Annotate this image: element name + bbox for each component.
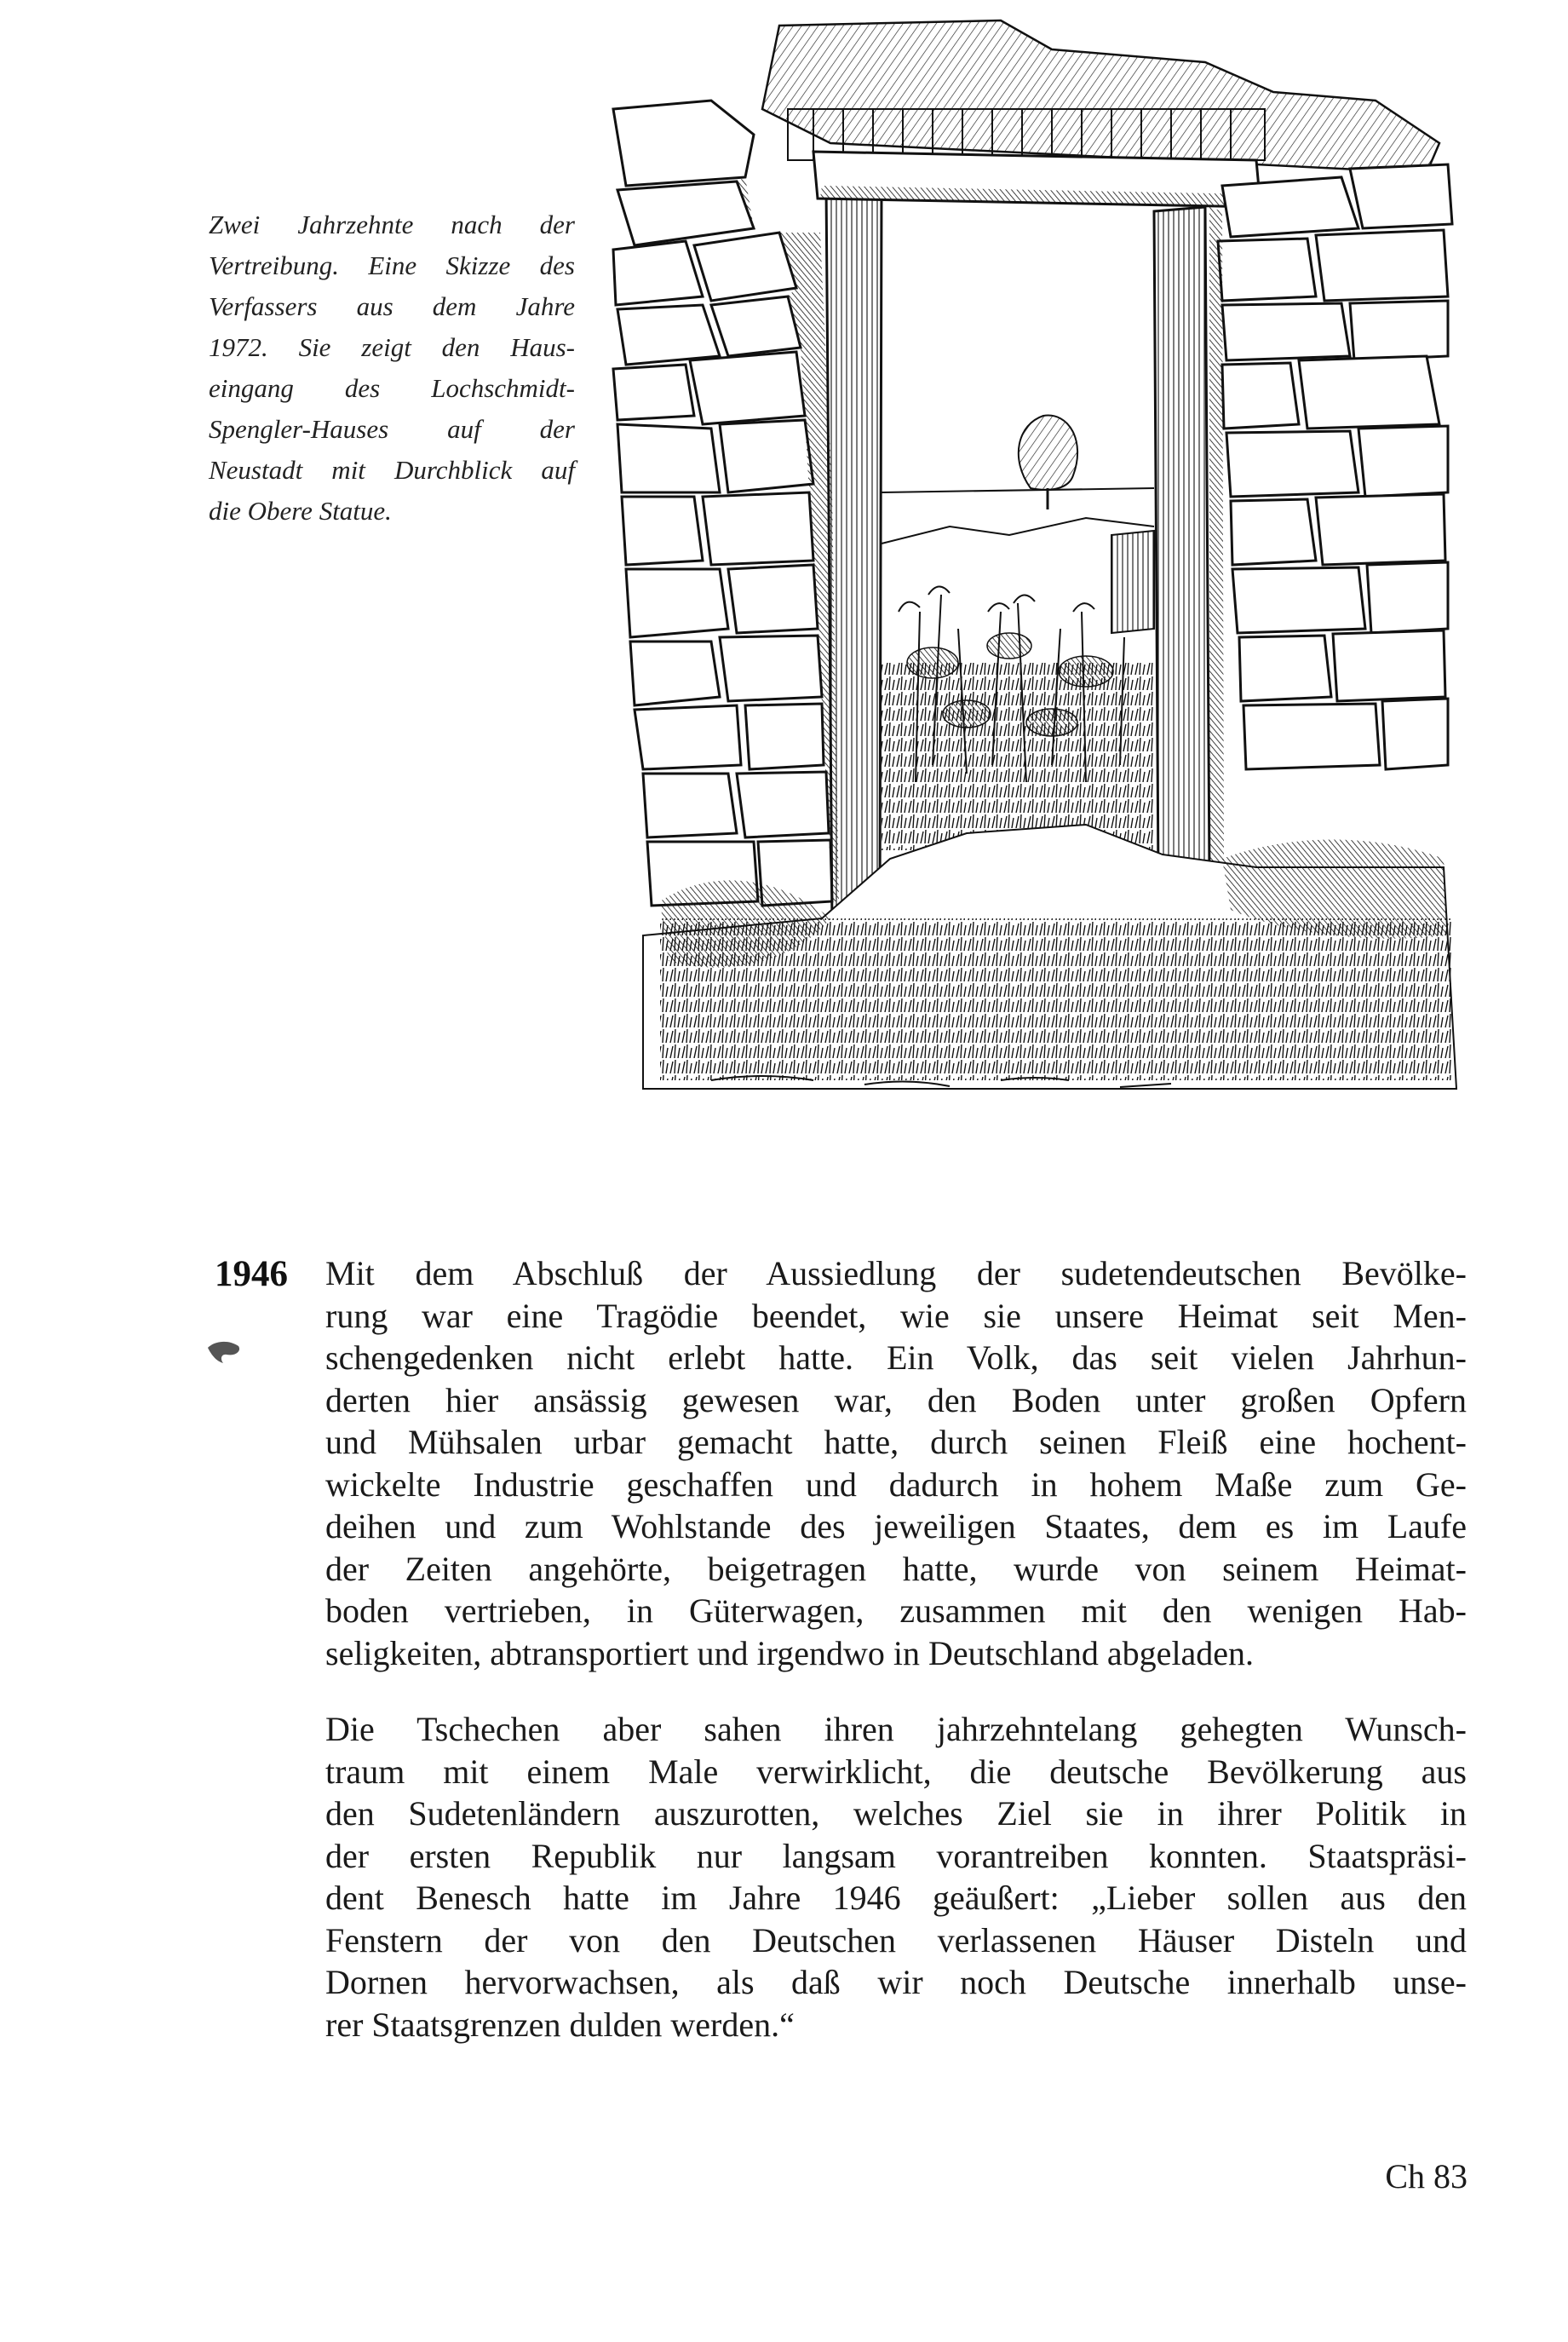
text-line: Die Tschechen aber sahen ihren jahrzehntelang gehegten Wunsch- [325, 1710, 1467, 1748]
text-line: Dornen hervorwachsen, als daß wir noch Deutsche innerhalb unse- [325, 1963, 1467, 2001]
text-line: dent Benesch hatte im Jahre 1946 geäußert: „Lieber sollen aus den [325, 1879, 1467, 1917]
text-line: den Sudetenländern auszurotten, welches Ziel sie in ihrer Politik in [325, 1794, 1467, 1833]
caption-line: Spengler-Hauses auf der [209, 414, 575, 444]
caption-line: 1972. Sie zeigt den Haus- [209, 332, 575, 362]
text-line: traum mit einem Male verwirklicht, die deutsche Bevölkerung aus [325, 1752, 1467, 1791]
text-line: der Zeiten angehörte, beigetragen hatte, wurde von seinem Heimat- [325, 1549, 1467, 1588]
text-line: deihen und zum Wohlstande des jeweiligen Staates, dem es im Laufe [325, 1507, 1467, 1545]
text-line: boden vertrieben, in Güterwagen, zusammen mit den wenigen Hab- [325, 1591, 1467, 1630]
caption-line: Verfassers aus dem Jahre [209, 291, 575, 321]
doorway-sketch [609, 15, 1461, 1123]
text-line: seligkeiten, abtransportiert und irgendwo in Deutschland abgeladen. [325, 1633, 1255, 1672]
page-number: Ch 83 [1385, 2157, 1467, 2195]
doorway-sketch-illustration [609, 15, 1461, 1123]
paragraph [325, 1252, 1467, 1674]
text-line: rung war eine Tragödie beendet, wie sie unsere Heimat seit Men- [325, 1296, 1467, 1335]
text-line: wickelte Industrie geschaffen und dadurch in hohem Maße zum Ge- [325, 1464, 1467, 1504]
body-text [325, 1252, 1467, 2046]
text-line: und Mühsalen urbar gemacht hatte, durch seinen Fleiß eine hochent- [325, 1423, 1467, 1461]
caption-line: eingang des Lochschmidt- [209, 373, 575, 403]
caption-line: Vertreibung. Eine Skizze des [209, 250, 575, 280]
text-line: Fenstern der von den Deutschen verlassenen Häuser Disteln und [325, 1920, 1467, 1959]
year-label: 1946 [215, 1254, 288, 1294]
text-line: rer Staatsgrenzen dulden werden.“ [325, 2005, 795, 2044]
paragraph [325, 1708, 1467, 2046]
sketch-caption [209, 204, 575, 532]
text-line: schengedenken nicht erlebt hatte. Ein Volk, das seit vielen Jahrhun- [325, 1338, 1467, 1377]
caption-line: Neustadt mit Durchblick auf [209, 455, 575, 485]
caption-line: die Obere Statue. [209, 496, 392, 526]
text-line: der ersten Republik nur langsam vorantreiben konnten. Staatspräsi- [325, 1836, 1467, 1875]
text-line: Mit dem Abschluß der Aussiedlung der sudetendeutschen Bevölke- [325, 1254, 1467, 1292]
text-line: derten hier ansässig gewesen war, den Boden unter großen Opfern [325, 1380, 1467, 1419]
margin-mark-icon [204, 1336, 247, 1367]
caption-line: Zwei Jahrzehnte nach der [209, 210, 575, 239]
